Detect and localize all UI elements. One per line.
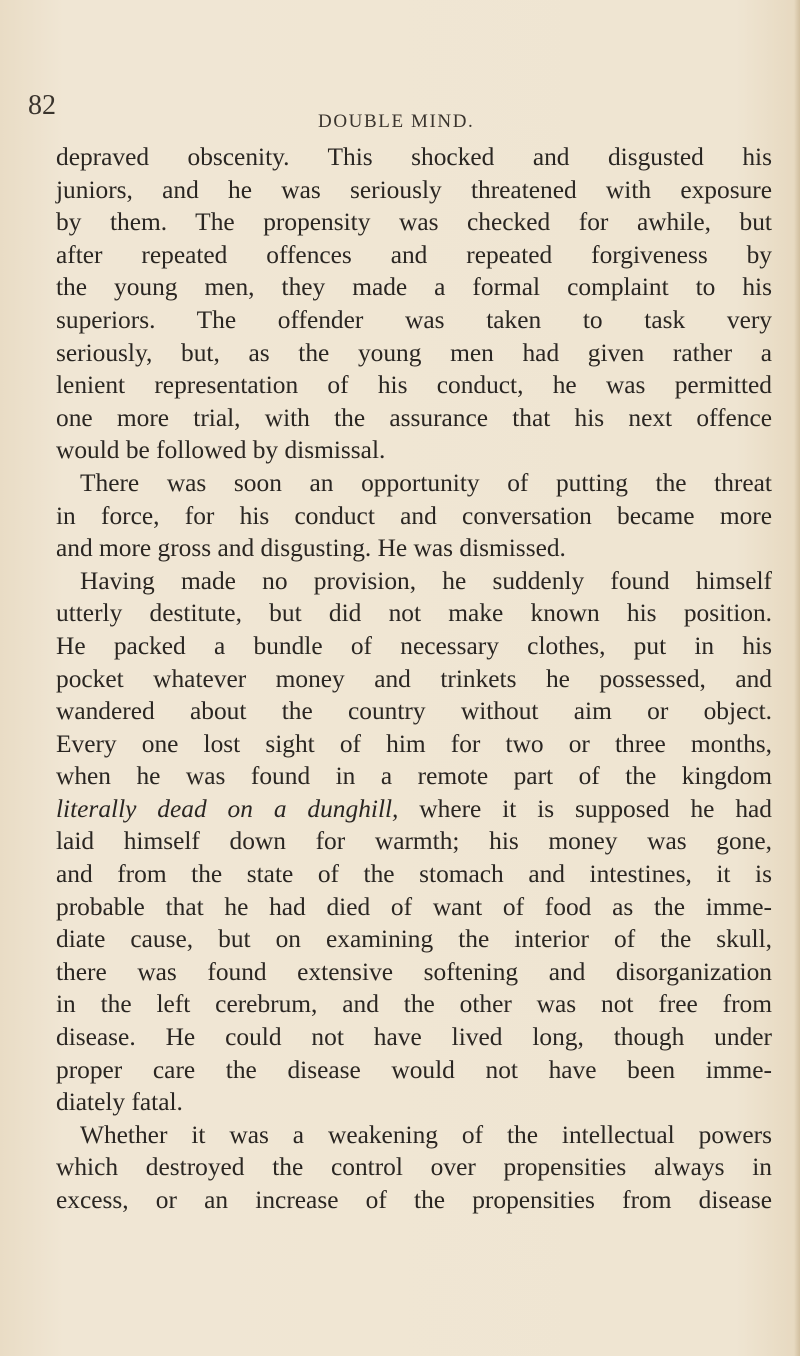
text-line: in force, for his conduct and conversation became more <box>56 501 772 530</box>
italic-phrase: literally dead on a dunghill, <box>56 794 399 823</box>
text-line: proper care the disease would not have been imme- <box>56 1055 772 1084</box>
text-line: when he was found in a remote part of the kingdom <box>56 762 772 791</box>
page-edge-shadow <box>794 0 800 1356</box>
text-line-with-italic <box>56 793 772 826</box>
page-number: 82 <box>28 90 56 121</box>
text-line: seriously, but, as the young men had given rather a <box>56 338 772 367</box>
paragraph-start-line: There was soon an opportunity of putting the threat <box>80 468 772 497</box>
text-line: by them. The propensity was checked for awhile, but <box>56 208 772 237</box>
text-line: juniors, and he was seriously threatened with exposure <box>56 175 772 204</box>
text-line: wandered about the country without aim or object. <box>56 697 772 726</box>
paragraph-start-line: Whether it was a weakening of the intellectual powers <box>80 1120 772 1149</box>
text-line: one more trial, with the assurance that his next offence <box>56 403 772 432</box>
text-line: depraved obscenity. This shocked and disgusted his <box>56 143 772 171</box>
text-line: there was found extensive softening and disorganization <box>56 957 772 986</box>
text-line: the young men, they made a formal complaint to his <box>56 273 772 302</box>
text-line: superiors. The offender was taken to task very <box>56 305 772 334</box>
text-line: pocket whatever money and trinkets he possessed, and <box>56 664 772 693</box>
text-line: utterly destitute, but did not make known his position. <box>56 599 772 628</box>
text-line: and more gross and disgusting. He was dismissed. <box>56 534 566 563</box>
text-line: diate cause, but on examining the interior of the skull, <box>56 925 772 954</box>
text-line: Every one lost sight of him for two or three months, <box>56 729 772 758</box>
running-head: DOUBLE MIND. <box>318 111 475 132</box>
text-fragment: where it is supposed he had <box>398 794 772 823</box>
text-line: excess, or an increase of the propensities from disease <box>56 1186 772 1214</box>
text-line: probable that he had died of want of food as the imme- <box>56 892 772 921</box>
text-line: lenient representation of his conduct, he was permitted <box>56 371 772 400</box>
text-line: disease. He could not have lived long, though under <box>56 1023 772 1052</box>
paragraph-start-line: Having made no provision, he suddenly found himself <box>80 566 772 595</box>
text-line: after repeated offences and repeated forgiveness by <box>56 240 772 269</box>
text-line: would be followed by dismissal. <box>56 436 386 465</box>
text-line: diately fatal. <box>56 1088 183 1117</box>
text-line: which destroyed the control over propensities always in <box>56 1153 772 1182</box>
text-line: laid himself down for warmth; his money was gone, <box>56 827 772 856</box>
text-line: He packed a bundle of necessary clothes, put in his <box>56 631 772 660</box>
text-line: and from the state of the stomach and intestines, it is <box>56 860 772 889</box>
text-line: in the left cerebrum, and the other was not free from <box>56 990 772 1019</box>
body-text <box>56 141 772 1217</box>
